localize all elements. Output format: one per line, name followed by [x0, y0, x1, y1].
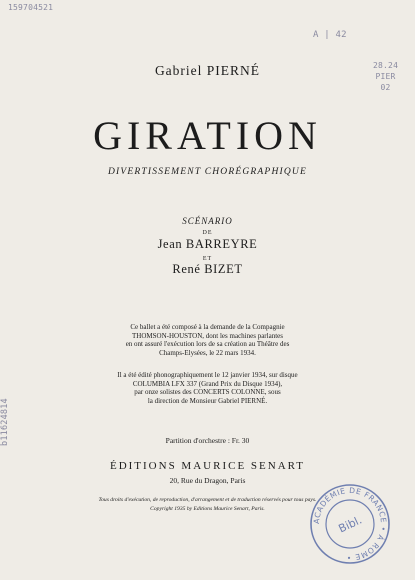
recording-line: Il a été édité phonographiquement le 12 janvier 1934, sur disque — [117, 371, 298, 379]
scenario-author-2: René BIZET — [172, 262, 243, 276]
commission-line: Ce ballet a été composé à la demande de la Compagnie — [130, 323, 285, 331]
shelfmark-note: 28.24 PIER 02 — [373, 61, 399, 92]
stamp-seal-icon — [309, 483, 391, 565]
recording-line: COLUMBIA LFX 337 (Grand Prix du Disque 1934), — [132, 379, 283, 388]
commission-line: en ont assuré l'exécution lors de sa création au Théâtre des — [125, 340, 290, 349]
barcode-number-top: 159704521 — [8, 3, 54, 12]
composer-first-name: Gabriel — [154, 63, 203, 78]
commission-paragraph — [0, 323, 415, 357]
publisher-name: ÉDITIONS MAURICE SENART — [109, 460, 306, 472]
stamp-ring-text: ACADÉMIE DE FRANCE • À ROME • — [311, 485, 389, 563]
stamp-center-text: Bibl. — [336, 513, 364, 536]
scenario-label: SCÉNARIO — [182, 216, 233, 226]
work-subtitle: DIVERTISSEMENT CHORÉGRAPHIQUE — [107, 167, 307, 177]
recording-paragraph — [0, 371, 415, 405]
composer-name — [0, 63, 415, 79]
scenario-author-1: Jean BARREYRE — [157, 237, 258, 251]
catalog-note-top-right: A | 42 — [313, 30, 347, 40]
rights-notice: Tous droits d'exécution, de reproduction, d'arrangement et de traduction réservés pour tous pays. — [98, 497, 317, 503]
work-title: GIRATION — [93, 113, 322, 158]
composer-last-name: PIERNÉ — [206, 63, 261, 78]
score-price: Partition d'orchestre : Fr. 30 — [165, 436, 250, 445]
library-stamp — [309, 483, 391, 565]
barcode-number-left: b11624814 — [0, 398, 10, 446]
copyright-notice: Copyright 1935 by Editions Maurice Senart, Paris. — [150, 506, 265, 512]
scenario-de: DE — [202, 230, 213, 236]
scenario-et: ET — [202, 256, 213, 262]
commission-line: THOMSON-HOUSTON, dont les machines parlantes — [132, 331, 283, 340]
recording-line: la direction de Monsieur Gabriel PIERNÉ. — [147, 396, 268, 405]
publisher-address: 20, Rue du Dragon, Paris — [169, 476, 246, 485]
commission-line: Champs-Elysées, le 22 mars 1934. — [159, 348, 256, 357]
recording-line: par onze solistes des CONCERTS COLONNE, sous — [134, 388, 281, 397]
